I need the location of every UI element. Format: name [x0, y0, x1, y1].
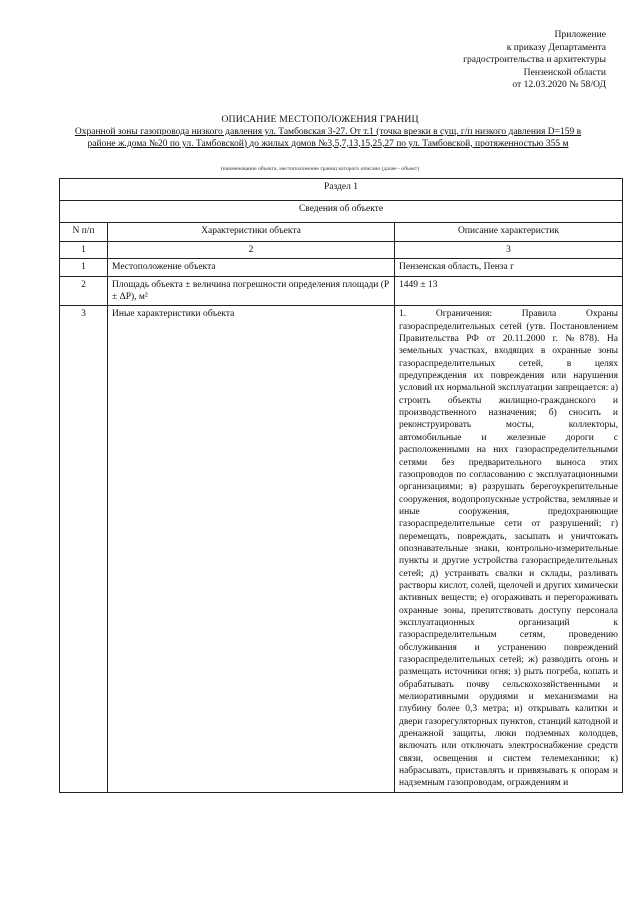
order-reference-line: от 12.03.2020 № 58/ОД [512, 79, 606, 91]
row-characteristic: Местоположение объекта [108, 259, 395, 276]
document-title: ОПИСАНИЕ МЕСТОПОЛОЖЕНИЯ ГРАНИЦ [221, 114, 419, 125]
column-number-row [60, 242, 623, 259]
row-description: 1449 ± 13 [395, 276, 623, 306]
order-reference-line: градостроительства и архитектуры [463, 54, 606, 66]
object-name: Охранной зоны газопровода низкого давления ул. Тамбовская 3-27. От т.1 (точка врезки в сущ. г/п низкого давления D=159 в районе ж.дома №20 по ул. Тамбовской) до жилых домов №3,5,7,13,15,25,27 по ул. Тамбовской, протяженностью 355 м [74, 127, 582, 149]
object-caption: (наименование объекта, местоположение границ которого описано (далее - объект) [220, 166, 420, 172]
row-characteristic: Площадь объекта ± величина погрешности определения площади (P ± ΔP), м² [108, 276, 395, 306]
row-description: Пензенская область, Пенза г [395, 259, 623, 276]
section-title: Сведения об объекте [60, 201, 623, 223]
object-info-table [59, 178, 623, 793]
row-number: 2 [60, 276, 108, 306]
table-row [60, 306, 623, 792]
row-characteristic: Иные характеристики объекта [108, 306, 395, 792]
column-number: 2 [108, 242, 395, 259]
row-description: 1. Ограничения: Правила Охраны газораспределительных сетей (утв. Постановлением Правительства РФ от 20.11.2000 г. №878). На земельных участках, входящих в охранные зоны газораспределительных сетей, в целях предупреждения их повреждения или нарушения условий их нормальной эксплуатации запрещается: а) строить объекты жилищно-гражданского и производственного назначения; б) сносить и реконструировать мосты, коллекторы, автомобильные и железные дороги с расположенными на них газораспределительными сетями без предварительного выноса этих газопроводов по согласованию с эксплуатационными организациями; в) разрушать берегоукрепительные сооружения, водопропускные устройства, земляные и иные сооружения, предохраняющие газораспределительные сети от разрушений; г) перемещать, повреждать, засыпать и уничтожать опознавательные знаки, контрольно-измерительные пункты и другие устройства газораспределительных сетей; д) устраивать свалки и склады, разливать растворы кислот, солей, щелочей и других химически активных веществ; е) огораживать и перегораживать охранные зоны, препятствовать доступу персонала эксплуатационных организаций к газораспределительным сетям, проведению обслуживания и устранению повреждений газораспределительных сетей; ж) разводить огонь и размещать источники огня; з) рыть погреба, копать и обрабатывать почву сельскохозяйственными и мелиоративными орудиями и механизмами на глубину более 0,3 метра; и) открывать калитки и двери газорегуляторных пунктов, станций катодной и дренажной защиты, люки подземных колодцев, включать или отключать электроснабжение средств связи, освещения и систем телемеханики; к) набрасывать, приставлять и привязывать к опорам и надземным газопроводам, ограждениям и [395, 306, 623, 792]
section-title-row [60, 201, 623, 223]
table-row [60, 259, 623, 276]
section-label-row [60, 179, 623, 201]
order-reference-line: к приказу Департамента [506, 41, 606, 53]
row-number: 1 [60, 259, 108, 276]
order-reference-line: Пензенской области [523, 66, 606, 78]
column-header: Описание характеристик [395, 223, 623, 242]
column-header: Характеристики объекта [108, 223, 395, 242]
column-number: 1 [60, 242, 108, 259]
column-number: 3 [395, 242, 623, 259]
order-reference [306, 29, 606, 92]
column-header: N п/п [60, 223, 108, 242]
section-label: Раздел 1 [60, 179, 623, 201]
order-reference-line: Приложение [554, 29, 606, 40]
table-header-row [60, 223, 623, 242]
table-row [60, 276, 623, 306]
row-number: 3 [60, 306, 108, 792]
